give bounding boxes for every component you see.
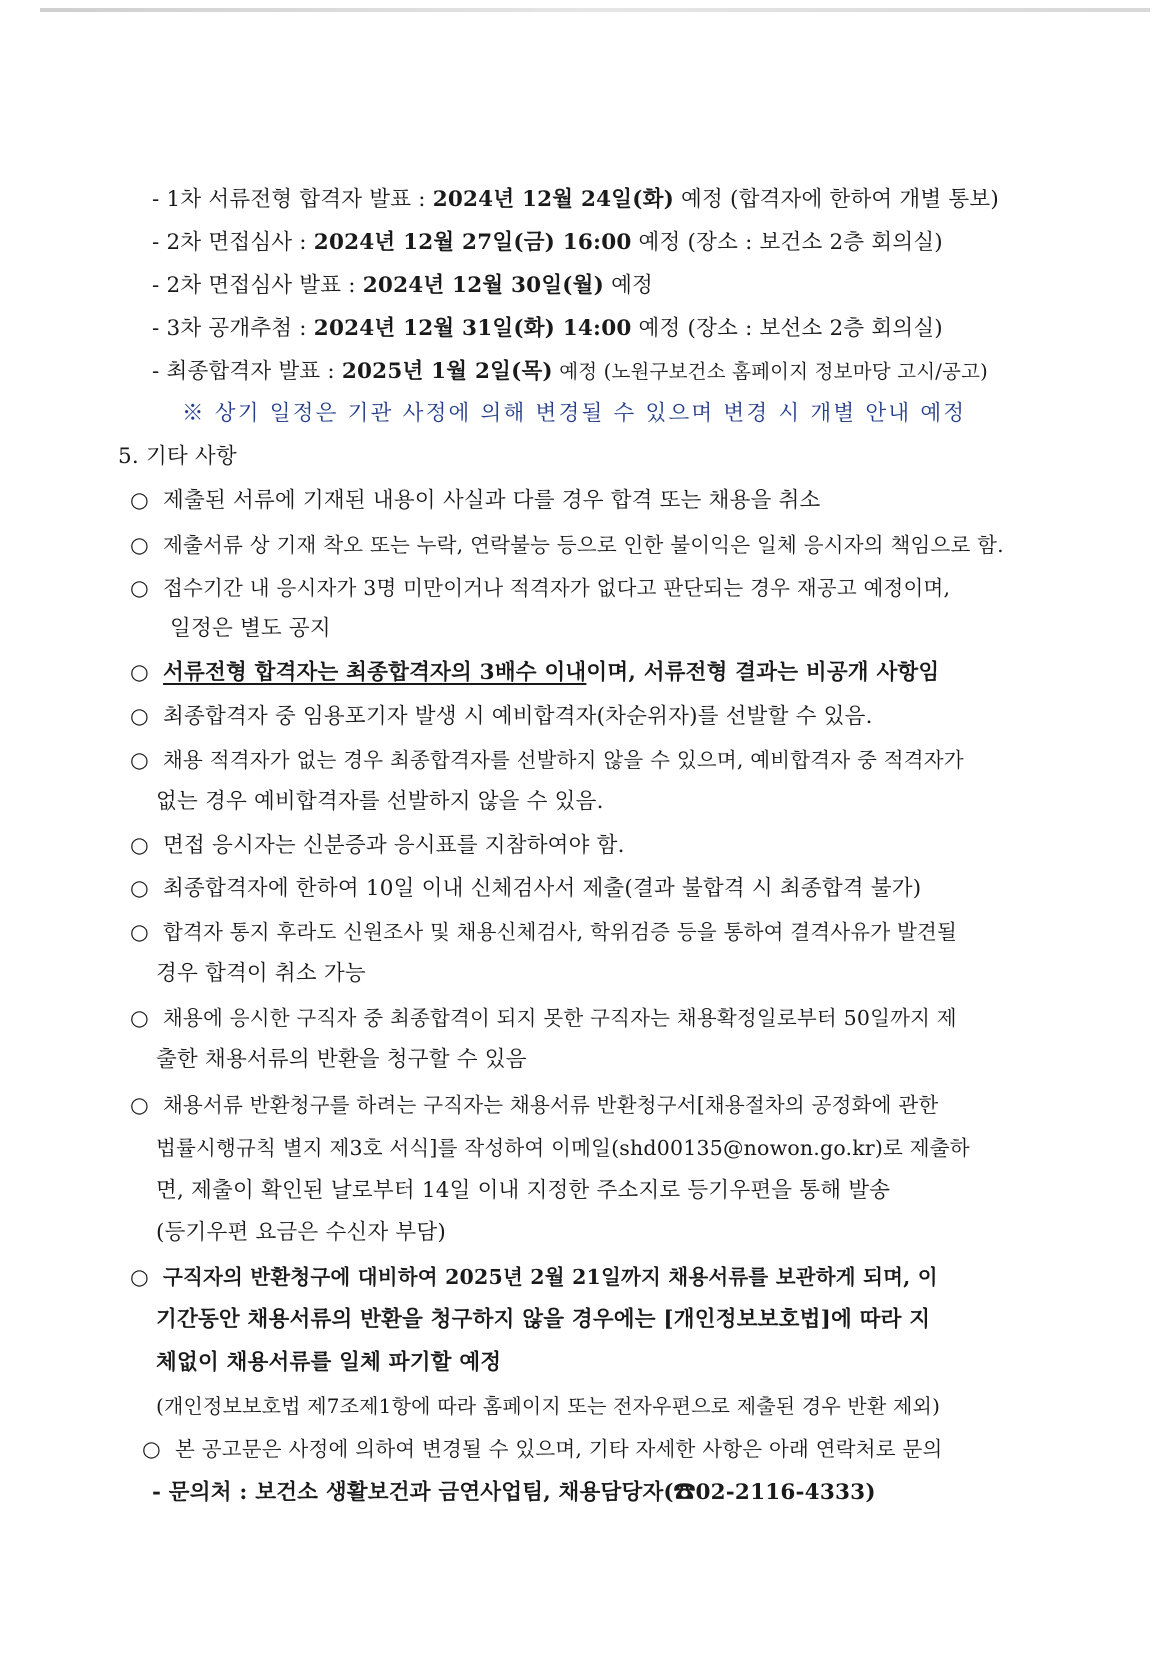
bullet-icon: ○ — [130, 1006, 149, 1031]
schedule-label: - 1차 서류전형 합격자 발표 : — [152, 187, 433, 212]
schedule-detail: 예정 (합격자에 한하여 개별 통보) — [673, 187, 999, 212]
bullet-icon: ○ — [130, 704, 149, 729]
schedule-detail: 예정 (장소 : 보선소 2층 회의실) — [631, 316, 943, 341]
bullet-item — [130, 702, 873, 732]
contact-line: - 문의처 : 보건소 생활보건과 금연사업팀, 채용담당자(☎02-2116-4333) — [152, 1480, 876, 1505]
item-continuation: 출한 채용서류의 반환을 청구할 수 있음 — [156, 1047, 527, 1072]
schedule-label: - 2차 면접심사 : — [152, 230, 314, 255]
bullet-item — [130, 1003, 957, 1034]
schedule-date: 2024년 12월 27일(금) 16:00 — [313, 230, 632, 255]
bullet-icon: ○ — [130, 1265, 149, 1290]
item-text: 이며, 서류전형 결과는 비공개 사항임 — [586, 660, 940, 685]
schedule-label: - 최종합격자 발표 : — [152, 359, 342, 384]
bullet-icon: ○ — [130, 920, 149, 945]
item-continuation: 없는 경우 예비합격자를 선발하지 않을 수 있음. — [156, 789, 604, 814]
item-text: 합격자 통지 후라도 신원조사 및 채용신체검사, 학위검증 등을 통하여 결격사유가 발견될 — [163, 920, 958, 944]
item-text: 채용에 응시한 구직자 중 최종합격이 되지 못한 구직자는 채용확정일로부터 50일까지 제 — [163, 1006, 957, 1030]
bullet-icon: ○ — [142, 1437, 161, 1462]
bullet-icon: ○ — [130, 876, 149, 901]
item-text: 구직자의 반환청구에 대비하여 2025년 2월 21일까지 채용서류를 보관하게 되며, 이 — [163, 1265, 938, 1289]
bullet-item — [130, 1262, 938, 1293]
bullet-item — [130, 530, 1004, 561]
schedule-label: - 2차 면접심사 발표 : — [152, 273, 363, 298]
schedule-detail: 예정 — [604, 273, 654, 298]
schedule-date: 2024년 12월 30일(월) — [362, 273, 605, 298]
item-continuation: 경우 합격이 취소 가능 — [156, 961, 366, 986]
bullet-item — [130, 486, 821, 516]
schedule-detail: 예정 (장소 : 보건소 2층 회의실) — [631, 230, 943, 255]
bullet-item — [130, 831, 625, 861]
bullet-icon: ○ — [130, 660, 149, 685]
item-continuation: (개인정보보호법 제7조제1항에 따라 홈페이지 또는 전자우편으로 제출된 경우 반환 제외) — [156, 1394, 941, 1418]
item-continuation: 기간동안 채용서류의 반환을 청구하지 않을 경우에는 [개인정보보호법]에 따라 지 — [156, 1307, 931, 1332]
schedule-date: 2024년 12월 24일(화) — [432, 187, 674, 212]
section-title: 5. 기타 사항 — [118, 444, 237, 469]
bullet-item — [130, 917, 957, 948]
bullet-item — [130, 745, 964, 776]
bullet-icon: ○ — [130, 748, 149, 773]
bullet-item — [142, 1434, 942, 1465]
item-continuation: (등기우편 요금은 수신자 부담) — [156, 1220, 446, 1245]
item-text: 최종합격자에 한하여 10일 이내 신체검사서 제출(결과 불합격 시 최종합격 불가) — [163, 876, 922, 901]
bullet-icon: ○ — [130, 576, 149, 601]
item-text: 접수기간 내 응시자가 3명 미만이거나 적격자가 없다고 판단되는 경우 재공고 예정이며, — [163, 576, 951, 600]
bullet-icon: ○ — [130, 833, 149, 858]
schedule-item-4 — [152, 314, 943, 344]
bullet-icon: ○ — [130, 1093, 149, 1118]
item-text: 면접 응시자는 신분증과 응시표를 지참하여야 함. — [163, 833, 625, 858]
item-text: 본 공고문은 사정에 의하여 변경될 수 있으며, 기타 자세한 사항은 아래 연락처로 문의 — [175, 1437, 943, 1461]
schedule-date: 2025년 1월 2일(목) — [341, 359, 553, 384]
item-text-underlined: 서류전형 합격자는 최종합격자의 3배수 이내 — [163, 660, 587, 685]
schedule-item-1 — [152, 185, 999, 215]
item-text: 제출된 서류에 기재된 내용이 사실과 다를 경우 합격 또는 채용을 취소 — [163, 488, 821, 513]
item-text: 제출서류 상 기재 착오 또는 누락, 연락불능 등으로 인한 불이익은 일체 응시자의 책임으로 함. — [163, 533, 1004, 557]
bullet-icon: ○ — [130, 533, 149, 558]
schedule-item-3 — [152, 271, 653, 301]
schedule-date: 2024년 12월 31일(화) 14:00 — [313, 316, 632, 341]
schedule-item-2 — [152, 228, 943, 258]
schedule-item-5 — [152, 357, 988, 387]
schedule-detail: 예정 (노원구보건소 홈페이지 정보마당 고시/공고) — [552, 360, 988, 383]
item-text: 법률시행규칙 별지 제3호 서식]를 작성하여 이메일(shd00135@nowon.go.kr)로 제출하 — [156, 1136, 970, 1160]
bullet-item — [130, 658, 939, 688]
item-continuation — [156, 1133, 970, 1164]
item-text: 최종합격자 중 임용포기자 발생 시 예비합격자(차순위자)를 선발할 수 있음. — [163, 704, 873, 729]
bullet-item — [130, 1090, 938, 1121]
item-continuation: 면, 제출이 확인된 날로부터 14일 이내 지정한 주소지로 등기우편을 통해 발송 — [156, 1178, 891, 1203]
item-text: 채용서류 반환청구를 하려는 구직자는 채용서류 반환청구서[채용절차의 공정화에 관한 — [163, 1093, 939, 1117]
bullet-item — [130, 573, 950, 604]
schedule-label: - 3차 공개추첨 : — [152, 316, 314, 341]
item-continuation: 일정은 별도 공지 — [170, 616, 331, 641]
bullet-icon: ○ — [130, 488, 149, 513]
item-text: 채용 적격자가 없는 경우 최종합격자를 선발하지 않을 수 있으며, 예비합격자 중 적격자가 — [163, 748, 964, 772]
bullet-item — [130, 874, 921, 904]
schedule-note: ※ 상기 일정은 기관 사정에 의해 변경될 수 있으며 변경 시 개별 안내 예정 — [182, 401, 967, 426]
item-continuation: 체없이 채용서류를 일체 파기할 예정 — [156, 1350, 502, 1375]
